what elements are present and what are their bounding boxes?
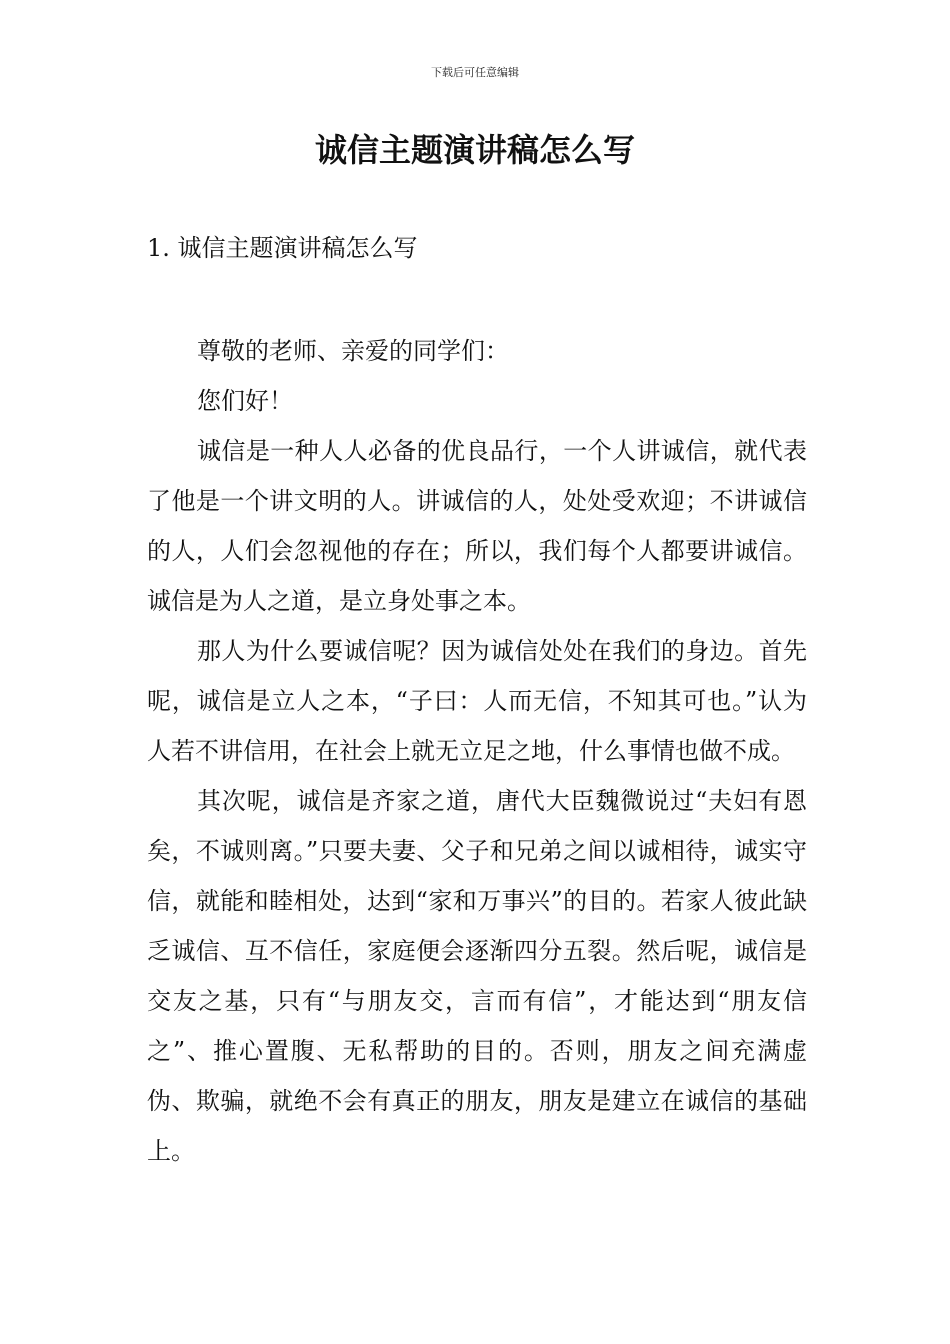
- paragraph: 诚信是一种人人必备的优良品行，一个人讲诚信，就代表了他是一个讲文明的人。讲诚信的人，处处受欢迎；不讲诚信的人，人们会忽视他的存在；所以，我们每个人都要讲诚信。诚信是为人之道，是立身处事之本。: [147, 437, 807, 615]
- document-title: 诚信主题演讲稿怎么写: [314, 131, 635, 169]
- paragraph: 那人为什么要诚信呢？因为诚信处处在我们的身边。首先呢，诚信是立人之本，“子曰：人而无信，不知其可也。”认为人若不讲信用，在社会上就无立足之地，什么事情也做不成。: [147, 637, 807, 765]
- paragraph: 其次呢，诚信是齐家之道，唐代大臣魏微说过“夫妇有恩矣，不诚则离。”只要夫妻、父子和兄弟之间以诚相待，诚实守信，就能和睦相处，达到“家和万事兴”的目的。若家人彼此缺乏诚信、互不信任，家庭便会逐渐四分五裂。然后呢，诚信是交友之基，只有“与朋友交，言而有信”，才能达到“朋友信之”、推心置腹、无私帮助的目的。否则，朋友之间充满虚伪、欺骗，就绝不会有真正的朋友，朋友是建立在诚信的基础上。: [147, 787, 807, 1165]
- paragraph-salutation: 尊敬的老师、亲爱的同学们：: [197, 337, 509, 365]
- body-text: [147, 326, 807, 1176]
- section-heading: 1. 诚信主题演讲稿怎么写: [147, 234, 418, 262]
- paragraph-greeting: 您们好！: [197, 387, 293, 415]
- header-note: 下载后可任意编辑: [431, 66, 519, 79]
